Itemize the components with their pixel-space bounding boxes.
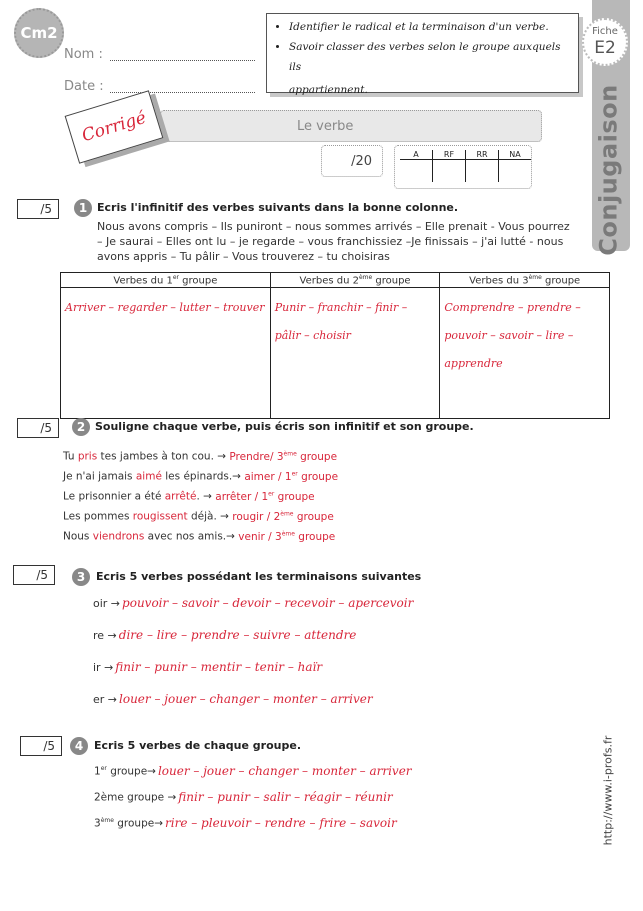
exercise-1-points xyxy=(17,199,59,219)
ending-row xyxy=(93,587,413,619)
number-text: 2 xyxy=(76,420,86,434)
fiche-code: E2 xyxy=(594,38,616,58)
exercise-3-number xyxy=(72,568,90,586)
ending-answer: pouvoir – savoir – devoir – recevoir – apercevoir xyxy=(122,596,414,610)
eval-header-a: A xyxy=(400,150,433,160)
underlined-verb: rougissent xyxy=(132,510,188,523)
sentence-row: Le prisonnier a été arrêté. → arrêter / 1er groupe xyxy=(63,490,315,503)
points-text: /5 xyxy=(43,739,55,753)
group-answer: louer – jouer – changer – monter – arriver xyxy=(157,763,412,778)
underlined-verb: arrêté xyxy=(164,490,197,503)
ending-label: oir → xyxy=(93,597,121,610)
objective-item: • Savoir classer des verbes selon le groupe auxquels ils xyxy=(289,37,572,77)
exercise-1-text: Nous avons compris – Ils puniront – nous sommes arrivés – Elle prenait - Vous pourrez – Je saurai – Elles ont lu – je regarde – vous franchissiez –Je finissais – j'ai lutté - nous avons appris – Tu pâlir – Vous trouverez – tu choisiras xyxy=(97,220,570,263)
answer-3rd-group[interactable]: Comprendre – prendre – pouvoir – savoir – lire – apprendre xyxy=(440,288,610,419)
corrige-stamp xyxy=(65,90,164,164)
name-label: Nom : xyxy=(64,47,103,62)
ending-row xyxy=(93,651,413,683)
exercise-1-number xyxy=(74,199,92,217)
eval-cell[interactable] xyxy=(499,160,532,183)
exercise-3-title: Ecris 5 verbes possédant les terminaisons suivantes xyxy=(96,570,422,583)
url-text: http://www.i-profs.fr xyxy=(601,735,615,845)
answer: Prendre/ 3ème groupe xyxy=(229,450,338,463)
ending-row xyxy=(93,619,413,651)
exercise-3-rows xyxy=(93,587,413,715)
answer: arrêter / 1er groupe xyxy=(215,490,315,503)
exercise-4-points xyxy=(20,736,62,756)
exercise-1-title: Ecris l'infinitif des verbes suivants dans la bonne colonne. xyxy=(97,201,459,214)
page-title xyxy=(160,110,542,142)
column-header-3rd-group: Verbes du 3ème groupe xyxy=(440,273,610,288)
ending-answer: louer – jouer – changer – monter – arriver xyxy=(119,692,373,706)
eval-header-rf: RF xyxy=(433,150,466,160)
date-label: Date : xyxy=(64,79,104,94)
column-header-1st-group: Verbes du 1er groupe xyxy=(61,273,271,288)
fiche-label: Fiche xyxy=(592,26,618,37)
number-text: 1 xyxy=(78,201,88,215)
exercise-2-title: Souligne chaque verbe, puis écris son infinitif et son groupe. xyxy=(95,420,474,433)
group-row: 3ème groupe→ rire – pleuvoir – rendre – frire – savoir xyxy=(94,815,397,830)
title-text: Le verbe xyxy=(297,118,354,134)
exercise-4-title: Ecris 5 verbes de chaque groupe. xyxy=(94,739,301,752)
exercise-4-rows xyxy=(94,756,412,834)
objective-item: • Identifier le radical et la terminaison d'un verbe. xyxy=(289,17,572,37)
date-field[interactable] xyxy=(110,91,255,93)
group-answer: finir – punir – salir – réagir – réunir xyxy=(178,789,393,804)
verb-classification-table xyxy=(60,272,610,419)
ending-answer: dire – lire – prendre – suivre – attendre xyxy=(118,628,357,642)
ending-label: ir → xyxy=(93,661,114,674)
fiche-badge xyxy=(582,18,628,66)
sentence-row: Nous viendrons avec nos amis.→ venir / 3ème groupe xyxy=(63,530,336,543)
eval-header-na: NA xyxy=(499,150,532,160)
subject-text: Conjugaison xyxy=(595,84,623,256)
answer-1st-group[interactable]: Arriver – regarder – lutter – trouver xyxy=(61,288,271,419)
number-text: 4 xyxy=(74,739,84,753)
name-field[interactable] xyxy=(110,59,255,61)
column-header-2nd-group: Verbes du 2ème groupe xyxy=(270,273,440,288)
exercise-3-points xyxy=(13,565,55,585)
source-url xyxy=(598,725,618,855)
exercise-2-sentences xyxy=(63,444,338,544)
points-text: /5 xyxy=(40,202,52,216)
objective-continuation: appartiennent. xyxy=(289,84,368,96)
evaluation-grid xyxy=(394,145,532,189)
sentence-row: Les pommes rougissent déjà. → rougir / 2ème groupe xyxy=(63,510,334,523)
ending-row xyxy=(93,683,413,715)
sentence-row: Je n'ai jamais aimé les épinards.→ aimer / 1er groupe xyxy=(63,470,339,483)
number-text: 3 xyxy=(76,570,86,584)
answer: aimer / 1er groupe xyxy=(244,470,339,483)
total-score-box xyxy=(321,145,383,177)
level-badge xyxy=(14,8,64,58)
subject-label xyxy=(584,84,634,256)
ending-label: re → xyxy=(93,629,117,642)
underlined-verb: aimé xyxy=(135,470,162,483)
points-text: /5 xyxy=(40,421,52,435)
ending-label: er → xyxy=(93,693,118,706)
eval-cell[interactable] xyxy=(433,160,466,183)
eval-header-rr: RR xyxy=(466,150,499,160)
eval-cell[interactable] xyxy=(466,160,499,183)
exercise-2-points xyxy=(17,418,59,438)
answer: rougir / 2ème groupe xyxy=(232,510,334,523)
answer-2nd-group[interactable]: Punir – franchir – finir – pâlir – choisir xyxy=(270,288,440,419)
eval-cell[interactable] xyxy=(400,160,433,183)
stamp-text: Corrigé xyxy=(79,107,149,147)
underlined-verb: viendrons xyxy=(92,530,145,543)
answer: venir / 3ème groupe xyxy=(238,530,336,543)
total-score: /20 xyxy=(351,153,372,169)
group-answer: rire – pleuvoir – rendre – frire – savoir xyxy=(165,815,397,830)
underlined-verb: pris xyxy=(77,450,98,463)
exercise-2-number xyxy=(72,418,90,436)
level-text: Cm2 xyxy=(20,24,58,42)
group-row: 2ème groupe → finir – punir – salir – réagir – réunir xyxy=(94,789,393,804)
exercise-4-number xyxy=(70,737,88,755)
group-row: 1er groupe→ louer – jouer – changer – monter – arriver xyxy=(94,763,412,778)
ending-answer: finir – punir – mentir – tenir – haïr xyxy=(115,660,323,674)
objectives-box xyxy=(266,13,579,96)
points-text: /5 xyxy=(36,568,48,582)
sentence-row: Tu pris tes jambes à ton cou. → Prendre/ 3ème groupe xyxy=(63,450,338,463)
